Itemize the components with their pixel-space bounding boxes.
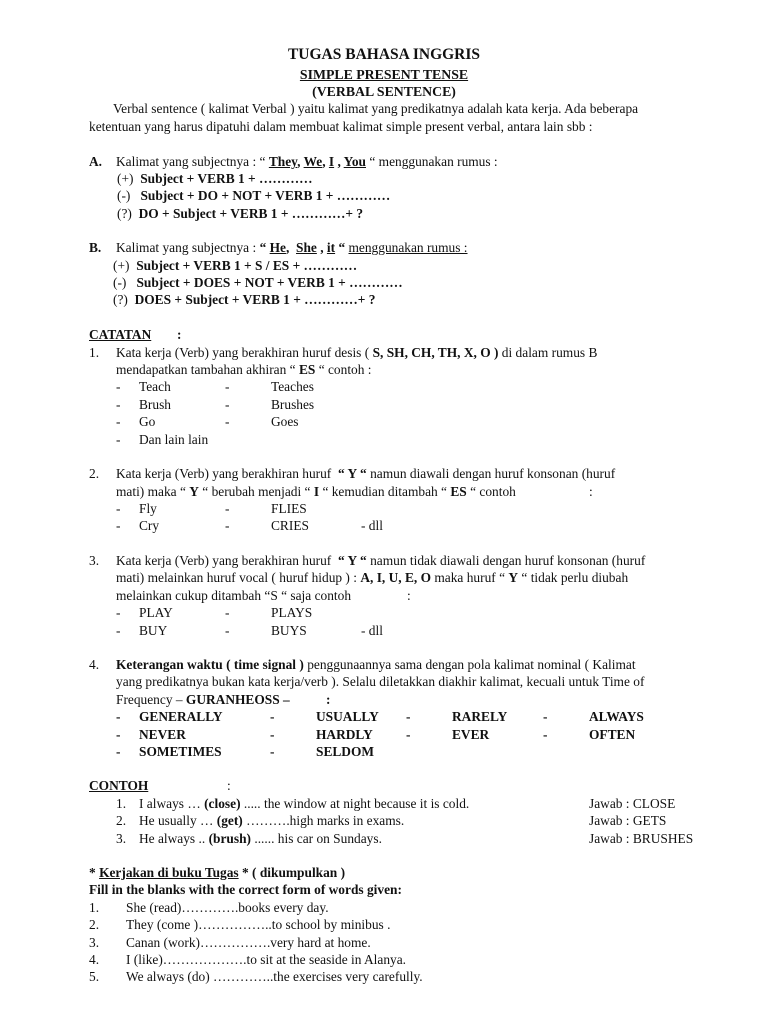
example-result: CRIES — [271, 518, 309, 533]
example-verb: Teach — [139, 379, 171, 394]
note-1-line-1: Kata kerja (Verb) yang berakhiran huruf desis ( S, SH, CH, TH, X, O ) di dalam rumus B — [116, 345, 598, 360]
contoh-number: 3. — [116, 831, 127, 846]
example-dash: - — [225, 501, 230, 516]
task-instruction: Fill in the blanks with the correct form of words given: — [89, 882, 402, 897]
exercise-number: 3. — [89, 935, 100, 950]
example-dash: - — [225, 605, 230, 620]
grid-dash: - — [406, 727, 411, 742]
note-2-line-1: Kata kerja (Verb) yang berakhiran huruf “ Y “ namun diawali dengan huruf konsonan (huruf — [116, 466, 616, 481]
example-result: BUYS — [271, 623, 307, 638]
example-dash: - — [225, 518, 230, 533]
intro-line-1: Verbal sentence ( kalimat Verbal ) yaitu kalimat yang predikatnya adalah kata kerja. Ada beberapa — [113, 101, 639, 116]
example-dash: - — [225, 414, 230, 429]
example-dash: - — [225, 379, 230, 394]
contoh-answer: Jawab : CLOSE — [589, 796, 676, 811]
contoh-sentence: He always .. (brush) ...... his car on Sundays. — [139, 831, 382, 846]
exercise-number: 4. — [89, 952, 100, 967]
list-item-bullet: - — [116, 709, 121, 724]
note-3-line-1: Kata kerja (Verb) yang berakhiran huruf “ Y “ namun tidak diawali dengan huruf konsonan (huruf — [116, 553, 646, 568]
list-item-bullet: - — [116, 432, 121, 447]
note-3-line-3: melainkan cukup ditambah “S “ saja contoh — [116, 588, 352, 603]
note-2-line-2: mati) maka “ Y “ berubah menjadi “ I “ kemudian ditambah “ ES “ contoh — [116, 484, 516, 499]
exercise-number: 1. — [89, 900, 100, 915]
exercise-sentence: We always (do) …………..the exercises very carefully. — [126, 969, 423, 984]
contoh-sentence: He usually … (get) ……….high marks in exams. — [139, 813, 405, 828]
example-verb: Go — [139, 414, 156, 429]
contoh-colon: : — [227, 778, 231, 793]
note-3-colon: : — [407, 588, 411, 603]
grid-dash: - — [270, 727, 275, 742]
section-a-heading: Kalimat yang subjectnya : “ They, We, I , You “ menggunakan rumus : — [116, 154, 498, 169]
time-signal: SOMETIMES — [139, 744, 222, 759]
time-signal: OFTEN — [589, 727, 636, 742]
example-result: Goes — [271, 414, 299, 429]
time-signal: NEVER — [139, 727, 186, 742]
catatan-heading: CATATAN — [89, 327, 152, 342]
example-dash: - — [225, 397, 230, 412]
example-verb: Brush — [139, 397, 171, 412]
list-item-bullet: - — [116, 623, 121, 638]
note-4-line-2: yang predikatnya bukan kata kerja/verb ). Selalu diletakkan diakhir kalimat, kecuali untuk Time of — [116, 674, 645, 689]
time-signal: GENERALLY — [139, 709, 223, 724]
catatan-colon: : — [177, 327, 182, 342]
example-result: Teaches — [271, 379, 314, 394]
example-result: FLIES — [271, 501, 307, 516]
list-item-bullet: - — [116, 379, 121, 394]
contoh-answer: Jawab : BRUSHES — [589, 831, 694, 846]
note-2-colon: : — [589, 484, 593, 499]
list-item-bullet: - — [116, 397, 121, 412]
example-verb: BUY — [139, 623, 168, 638]
grid-dash: - — [270, 744, 275, 759]
page-title: TUGAS BAHASA INGGRIS — [287, 46, 481, 63]
list-item-bullet: - — [116, 414, 121, 429]
note-4-line-3: Frequency – GURANHEOSS – — [116, 692, 290, 707]
example-etc: - dll — [361, 518, 383, 533]
contoh-heading: CONTOH — [89, 778, 149, 793]
example-result: PLAYS — [271, 605, 313, 620]
exercise-number: 2. — [89, 917, 100, 932]
time-signal: USUALLY — [316, 709, 379, 724]
grid-dash: - — [406, 709, 411, 724]
example-etc: - dll — [361, 623, 383, 638]
section-a-rule-1: (+) Subject + VERB 1 + ………… — [117, 171, 313, 186]
list-item-bullet: - — [116, 605, 121, 620]
example-verb: PLAY — [139, 605, 173, 620]
section-a-rule-2: (-) Subject + DO + NOT + VERB 1 + ………… — [117, 188, 391, 203]
section-b-rule-2: (-) Subject + DOES + NOT + VERB 1 + ………… — [113, 275, 403, 290]
time-signal: HARDLY — [316, 727, 373, 742]
contoh-answer: Jawab : GETS — [589, 813, 667, 828]
list-item-bullet: - — [116, 744, 121, 759]
section-b-rule-1: (+) Subject + VERB 1 + S / ES + ………… — [113, 258, 358, 273]
example-verb: Fly — [139, 501, 157, 516]
page-subtitle: SIMPLE PRESENT TENSE — [299, 67, 469, 82]
time-signal: EVER — [452, 727, 490, 742]
section-a-rule-3: (?) DO + Subject + VERB 1 + …………+ ? — [117, 206, 364, 221]
note-1-line-2: mendapatkan tambahan akhiran “ ES “ contoh : — [116, 362, 372, 377]
example-dash: - — [225, 623, 230, 638]
list-item-bullet: - — [116, 727, 121, 742]
grid-dash: - — [270, 709, 275, 724]
section-b-rule-3: (?) DOES + Subject + VERB 1 + …………+ ? — [113, 292, 376, 307]
list-item-bullet: - — [116, 501, 121, 516]
list-item-bullet: - — [116, 518, 121, 533]
exercise-sentence: They (come )……………..to school by minibus . — [126, 917, 391, 932]
section-a-label: A. — [89, 154, 103, 169]
example-etc: Dan lain lain — [139, 432, 209, 447]
page-subtitle-2: (VERBAL SENTENCE) — [312, 84, 456, 99]
intro-line-2: ketentuan yang harus dipatuhi dalam membuat kalimat simple present verbal, antara lain sbb : — [89, 119, 593, 134]
exercise-number: 5. — [89, 969, 100, 984]
section-b-heading: Kalimat yang subjectnya : “ He, She , it “ menggunakan rumus : — [116, 240, 468, 255]
contoh-number: 2. — [116, 813, 127, 828]
note-3-line-2: mati) melainkan huruf vocal ( huruf hidup ) : A, I, U, E, O maka huruf “ Y “ tidak perlu diubah — [116, 570, 629, 585]
note-4-colon: : — [326, 692, 331, 707]
grid-dash: - — [543, 709, 548, 724]
grid-dash: - — [543, 727, 548, 742]
exercise-sentence: I (like)……………….to sit at the seaside in Alanya. — [126, 952, 407, 967]
time-signal: ALWAYS — [589, 709, 644, 724]
exercise-sentence: She (read)………….books every day. — [126, 900, 329, 915]
time-signal: RARELY — [452, 709, 508, 724]
contoh-sentence: I always … (close) ..... the window at night because it is cold. — [139, 796, 470, 811]
time-signal: SELDOM — [316, 744, 375, 759]
section-b-label: B. — [89, 240, 102, 255]
note-4-number: 4. — [89, 657, 100, 672]
exercise-sentence: Canan (work)…………….very hard at home. — [126, 935, 371, 950]
contoh-number: 1. — [116, 796, 127, 811]
example-verb: Cry — [139, 518, 160, 533]
note-1-number: 1. — [89, 345, 100, 360]
note-4-line-1: Keterangan waktu ( time signal ) penggunaannya sama dengan pola kalimat nominal ( Kalimat — [116, 657, 636, 672]
example-result: Brushes — [271, 397, 315, 412]
note-3-number: 3. — [89, 553, 100, 568]
note-2-number: 2. — [89, 466, 100, 481]
task-heading: * Kerjakan di buku Tugas * ( dikumpulkan ) — [89, 865, 346, 880]
